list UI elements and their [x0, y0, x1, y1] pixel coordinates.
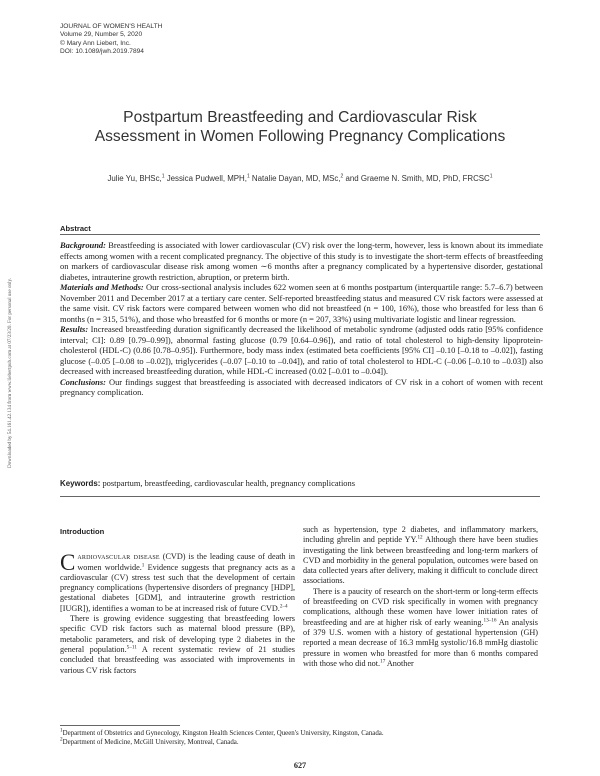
- journal-copyright: © Mary Ann Liebert, Inc.: [60, 39, 131, 47]
- author-4: and Graeme N. Smith, MD, PhD, FRCSC: [343, 174, 490, 183]
- abstract-body: [60, 240, 543, 398]
- journal-doi: DOI: 10.1089/jwh.2019.7894: [60, 47, 144, 55]
- intro-r1-text-a: such as hypertension, type 2 diabetes, and inflammatory markers, including ghrelin and peptide YY.: [303, 525, 538, 545]
- footnote-1-number: 1: [60, 727, 63, 734]
- article-title: [40, 108, 560, 146]
- intro-r1-text-b: Although there have been studies investigating the link between breastfeeding and long-term markers of CVD and morbidity in the general population, outcomes were based on data collected years after delivery, making it difficult to conclude direct associations.: [303, 535, 538, 586]
- abstract-conclusions: [60, 377, 543, 398]
- ref-5-11: 5–11: [126, 644, 137, 651]
- footnote-2-text: Department of Medicine, McGill University, Montreal, Canada.: [62, 739, 239, 746]
- abstract-heading: Abstract: [60, 224, 91, 233]
- intro-paragraph-4: [303, 587, 538, 669]
- keywords: [60, 478, 540, 488]
- intro-p1-text-a: (CVD) is the leading cause of death in women worldwide.: [77, 552, 296, 572]
- background-label: Background:: [60, 240, 106, 250]
- background-text: Breastfeeding is associated with lower cardiovascular (CV) risk over the long-term, however, less is known about its immediate effects among women with a recent complicated pregnancy. The objective of this study is to investigate the short-term effects of breastfeeding on markers of cardiovascular disease risk among women ∼6 months after a pregnancy complicated by a hypertensive disorder, gestational diabetes, intrauterine growth restriction, abruption, or preterm birth.: [60, 240, 543, 282]
- introduction-heading: Introduction: [60, 527, 105, 536]
- author-4-affiliation: 1: [489, 173, 493, 180]
- author-3: Natalie Dayan, MD, MSc,: [249, 174, 341, 183]
- keywords-label: Keywords:: [60, 479, 101, 488]
- intro-p2-text-a: There is growing evidence suggesting that breastfeeding lowers specific CVD risk factors such as maternal blood pressure (BP), metabolic parameters, and risk of developing type 2 diabetes in the general population.: [60, 614, 295, 654]
- intro-paragraph-3: [303, 525, 538, 587]
- methods-label: Materials and Methods:: [60, 282, 144, 292]
- ref-13-16: 13–16: [483, 616, 497, 623]
- conclusions-label: Conclusions:: [60, 376, 106, 387]
- footnote-1-text: Department of Obstetrics and Gynecology, Kingston Health Sciences Center, Queen's University, Kingston, Canada.: [62, 730, 384, 737]
- intro-paragraph-1: [60, 552, 295, 614]
- author-2-affiliation: 1: [246, 173, 250, 180]
- journal-header: [60, 23, 162, 56]
- title-line-2: Assessment in Women Following Pregnancy Complications: [94, 128, 506, 145]
- keywords-text: postpartum, breastfeeding, cardiovascular health, pregnancy complications: [100, 478, 356, 488]
- ref-1: 1: [141, 561, 145, 568]
- intro-r2-text-a: There is a paucity of research on the short-term or long-term effects of breastfeeding on CVD risk specifically in women with pregnancy complications, although these women have lower initiation rates of breastfeeding and are at higher risk of early weaning.: [303, 586, 538, 627]
- journal-volume: Volume 29, Number 5, 2020: [60, 31, 143, 39]
- author-3-affiliation: 2: [340, 173, 344, 180]
- intro-r2-text-b: An analysis of 379 U.S. women with a history of gestational hypertension (GH) reported a mean decrease of 16.3 mmHg systolic/16.8 mmHg diastolic pressure in women who breastfed for more than 6 months compared with those who did not.: [303, 617, 538, 668]
- footnote-2: [60, 738, 384, 747]
- ref-2-4: 2–4: [279, 603, 288, 610]
- small-caps-lead: ardiovascular disease: [77, 552, 160, 562]
- author-1-affiliation: 1: [161, 173, 165, 180]
- abstract-methods: [60, 282, 543, 324]
- abstract-results: [60, 324, 543, 377]
- abstract-background: [60, 240, 543, 282]
- footnote-2-number: 2: [60, 736, 63, 743]
- page-number: 627: [293, 761, 307, 770]
- intro-r2-text-c: Another: [385, 658, 414, 668]
- intro-paragraph-2: [60, 614, 295, 676]
- body-column-right: [303, 525, 538, 669]
- intro-p2-text-b: A recent systematic review of 21 studies concluded that breastfeeding was associated with improvements in various CV risk factors: [60, 644, 295, 675]
- download-notice: Downloaded by 54.161.42.134 from www.liebertpub.com at 07/23/20. For personal use only.: [7, 278, 13, 468]
- drop-cap: C: [60, 550, 76, 576]
- author-1: Julie Yu, BHSc,: [107, 174, 162, 183]
- author-2: Jessica Pudwell, MPH,: [164, 174, 247, 183]
- body-column-left: [60, 527, 295, 676]
- intro-p1-text-b: Evidence suggests that pregnancy acts as a cardiovascular (CV) stress test such that the development of certain pregnancy complications (hypertensive disorders of pregnancy [HDP], gestational diabetes [GDM], and intrauterine growth restriction [IUGR]), identifies a woman to be at increased risk of future CVD.: [60, 562, 295, 613]
- ref-17: 17: [380, 658, 386, 665]
- title-line-1: Postpartum Breastfeeding and Cardiovascular Risk: [123, 109, 477, 126]
- ref-12: 12: [417, 534, 423, 541]
- journal-name: JOURNAL OF WOMEN'S HEALTH: [60, 23, 163, 30]
- footnote-divider: [60, 725, 180, 726]
- conclusions-text: Our findings suggest that breastfeeding is associated with decreased indicators of CV risk in a cohort of women with recent pregnancy complication.: [60, 376, 543, 397]
- footnote-1: [60, 729, 384, 738]
- methods-text: Our cross-sectional analysis includes 622 women seen at 6 months postpartum (interquartile range: 5.7–6.7) between November 2011 and December 2017 at a tertiary care center. Self-reported breastfeeding status and measured CV risk factors were assessed at the same visit. CV risk factors were compared between women who did not breastfeed (n = 100, 16%), those who breastfed for less than 6 months (n = 315, 51%), and those who breastfed for 6 months or more (n = 207, 33%) using multivariate logistic and linear regression.: [60, 282, 543, 324]
- keywords-divider: [60, 496, 540, 497]
- results-label: Results:: [60, 324, 89, 334]
- results-text: Increased breastfeeding duration significantly decreased the likelihood of metabolic syndrome (adjusted odds ratio [95% confidence interval; CI]: 0.89 [0.79–0.99]), abnormal fasting glucose (0.79 [0.64–0.96]), and ratio of total cholesterol to high-density lipoprotein-cholesterol (HDL-C) (0.86 [0.78–0.95]). Furthermore, body mass index (estimated beta coefficients [95% CI] –0.10 [–0.18 to –0.02]), fasting glucose (–0.05 [–0.08 to –0.02]), triglycerides (–0.07 [–0.10 to –0.04]), and ratio of total cholesterol to HDL-C (–0.06 [–0.10 to –0.03]) also decreased with increased breastfeeding duration, while HDL-C increased (0.02 [–0.01 to –0.04]).: [60, 324, 543, 376]
- abstract-divider: [60, 234, 540, 235]
- author-list: [40, 174, 560, 183]
- affiliation-footnotes: [60, 729, 384, 747]
